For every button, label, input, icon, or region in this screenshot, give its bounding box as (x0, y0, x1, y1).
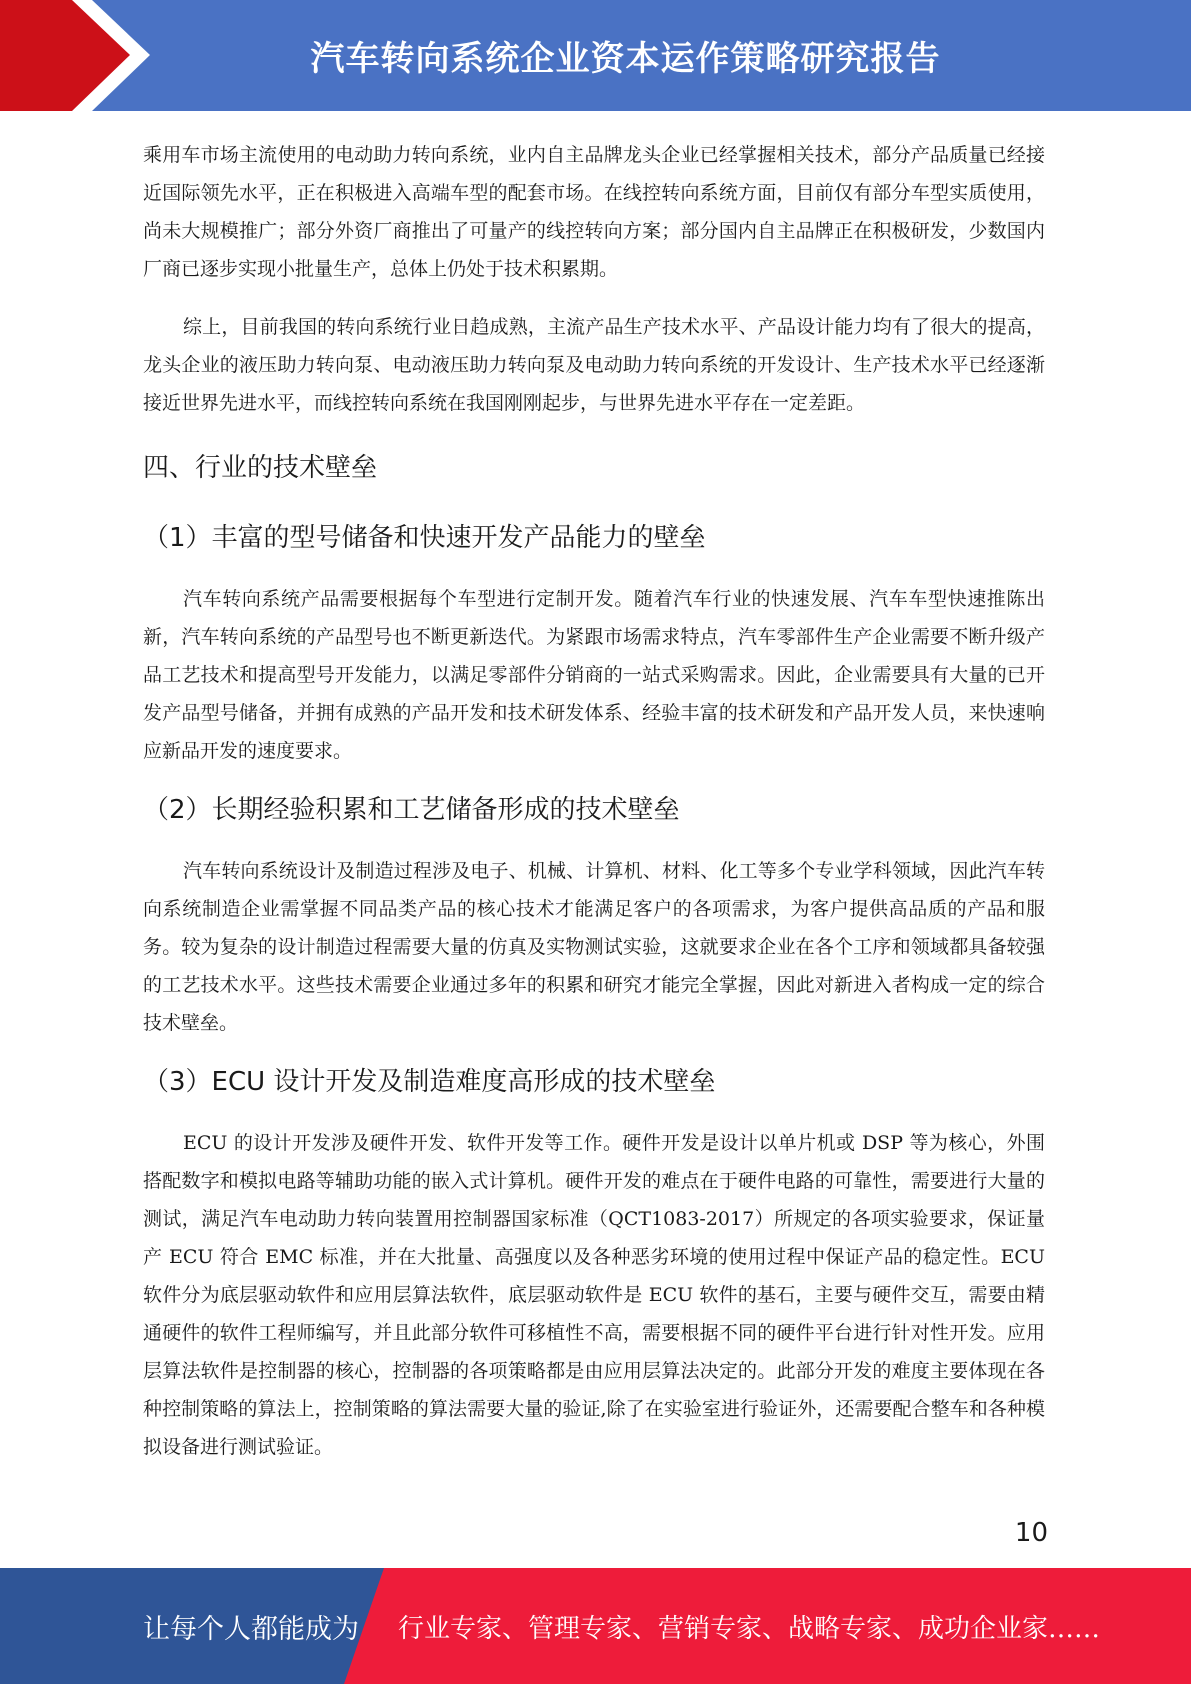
body-paragraph-2: 综上，目前我国的转向系统行业日趋成熟，主流产品生产技术水平、产品设计能力均有了很大的提高，龙头企业的液压助力转向泵、电动液压助力转向泵及电动助力转向系统的开发设计、生产技术水平已经逐渐接近世界先进水平，而线控转向系统在我国刚刚起步，与世界先进水平存在一定差距。 (143, 316, 1045, 414)
section-heading: 四、行业的技术壁垒 (143, 453, 378, 483)
subsection-heading-3: （3）ECU 设计开发及制造难度高形成的技术壁垒 (143, 1067, 716, 1097)
page-header-banner (0, 0, 1191, 111)
subsection-paragraph-1: 汽车转向系统产品需要根据每个车型进行定制开发。随着汽车行业的快速发展、汽车车型快速推陈出新，汽车转向系统的产品型号也不断更新迭代。为紧跟市场需求特点，汽车零部件生产企业需要不断升级产品工艺技术和提高型号开发能力，以满足零部件分销商的一站式采购需求。因此，企业需要具有大量的已开发产品型号储备，并拥有成熟的产品开发和技术研发体系、经验丰富的技术研发和产品开发人员，来快速响应新品开发的速度要求。 (143, 588, 1045, 762)
subsection-heading-1: （1）丰富的型号储备和快速开发产品能力的壁垒 (143, 523, 706, 553)
footer-slogan-left: 让每个人都能成为 (143, 1613, 359, 1645)
page-number: 10 (1014, 1518, 1048, 1548)
subsection-paragraph-2: 汽车转向系统设计及制造过程涉及电子、机械、计算机、材料、化工等多个专业学科领域，因此汽车转向系统制造企业需掌握不同品类产品的核心技术才能满足客户的各项需求，为客户提供高品质的产品和服务。较为复杂的设计制造过程需要大量的仿真及实物测试实验，这就要求企业在各个工序和领域都具备较强的工艺技术水平。这些技术需要企业通过多年的积累和研究才能完全掌握，因此对新进入者构成一定的综合技术壁垒。 (143, 860, 1045, 1034)
page-content (143, 136, 1045, 1466)
report-title: 汽车转向系统企业资本运作策略研究报告 (310, 39, 941, 79)
subsection-paragraph-3: ECU 的设计开发涉及硬件开发、软件开发等工作。硬件开发是设计以单片机或 DSP 等为核心，外围搭配数字和模拟电路等辅助功能的嵌入式计算机。硬件开发的难点在于硬件电路的可靠性，需要进行大量的测试，满足汽车电动助力转向装置用控制器国家标准（QCT1083-2017）所规定的各项实验要求，保证量产 ECU 符合 EMC 标准，并在大批量、高强度以及各种恶劣环境的使用过程中保证产品的稳定性。ECU 软件分为底层驱动软件和应用层算法软件，底层驱动软件是 ECU 软件的基石，主要与硬件交互，需要由精通硬件的软件工程师编写，并且此部分软件可移植性不高，需要根据不同的硬件平台进行针对性开发。应用层算法软件是控制器的核心，控制器的各项策略都是由应用层算法决定的。此部分开发的难度主要体现在各种控制策略的算法上，控制策略的算法需要大量的验证,除了在实验室进行验证外，还需要配合整车和各种模拟设备进行测试验证。 (143, 1132, 1045, 1458)
subsection-heading-2: （2）长期经验积累和工艺储备形成的技术壁垒 (143, 795, 680, 825)
body-paragraph-1: 乘用车市场主流使用的电动助力转向系统，业内自主品牌龙头企业已经掌握相关技术，部分产品质量已经接近国际领先水平，正在积极进入高端车型的配套市场。在线控转向系统方面，目前仅有部分车型实质使用，尚未大规模推广；部分外资厂商推出了可量产的线控转向方案；部分国内自主品牌正在积极研发，少数国内厂商已逐步实现小批量生产，总体上仍处于技术积累期。 (143, 144, 1045, 280)
page-footer-banner (0, 1568, 1191, 1684)
footer-slogan-right: 行业专家、管理专家、营销专家、战略专家、成功企业家…… (398, 1613, 1101, 1644)
